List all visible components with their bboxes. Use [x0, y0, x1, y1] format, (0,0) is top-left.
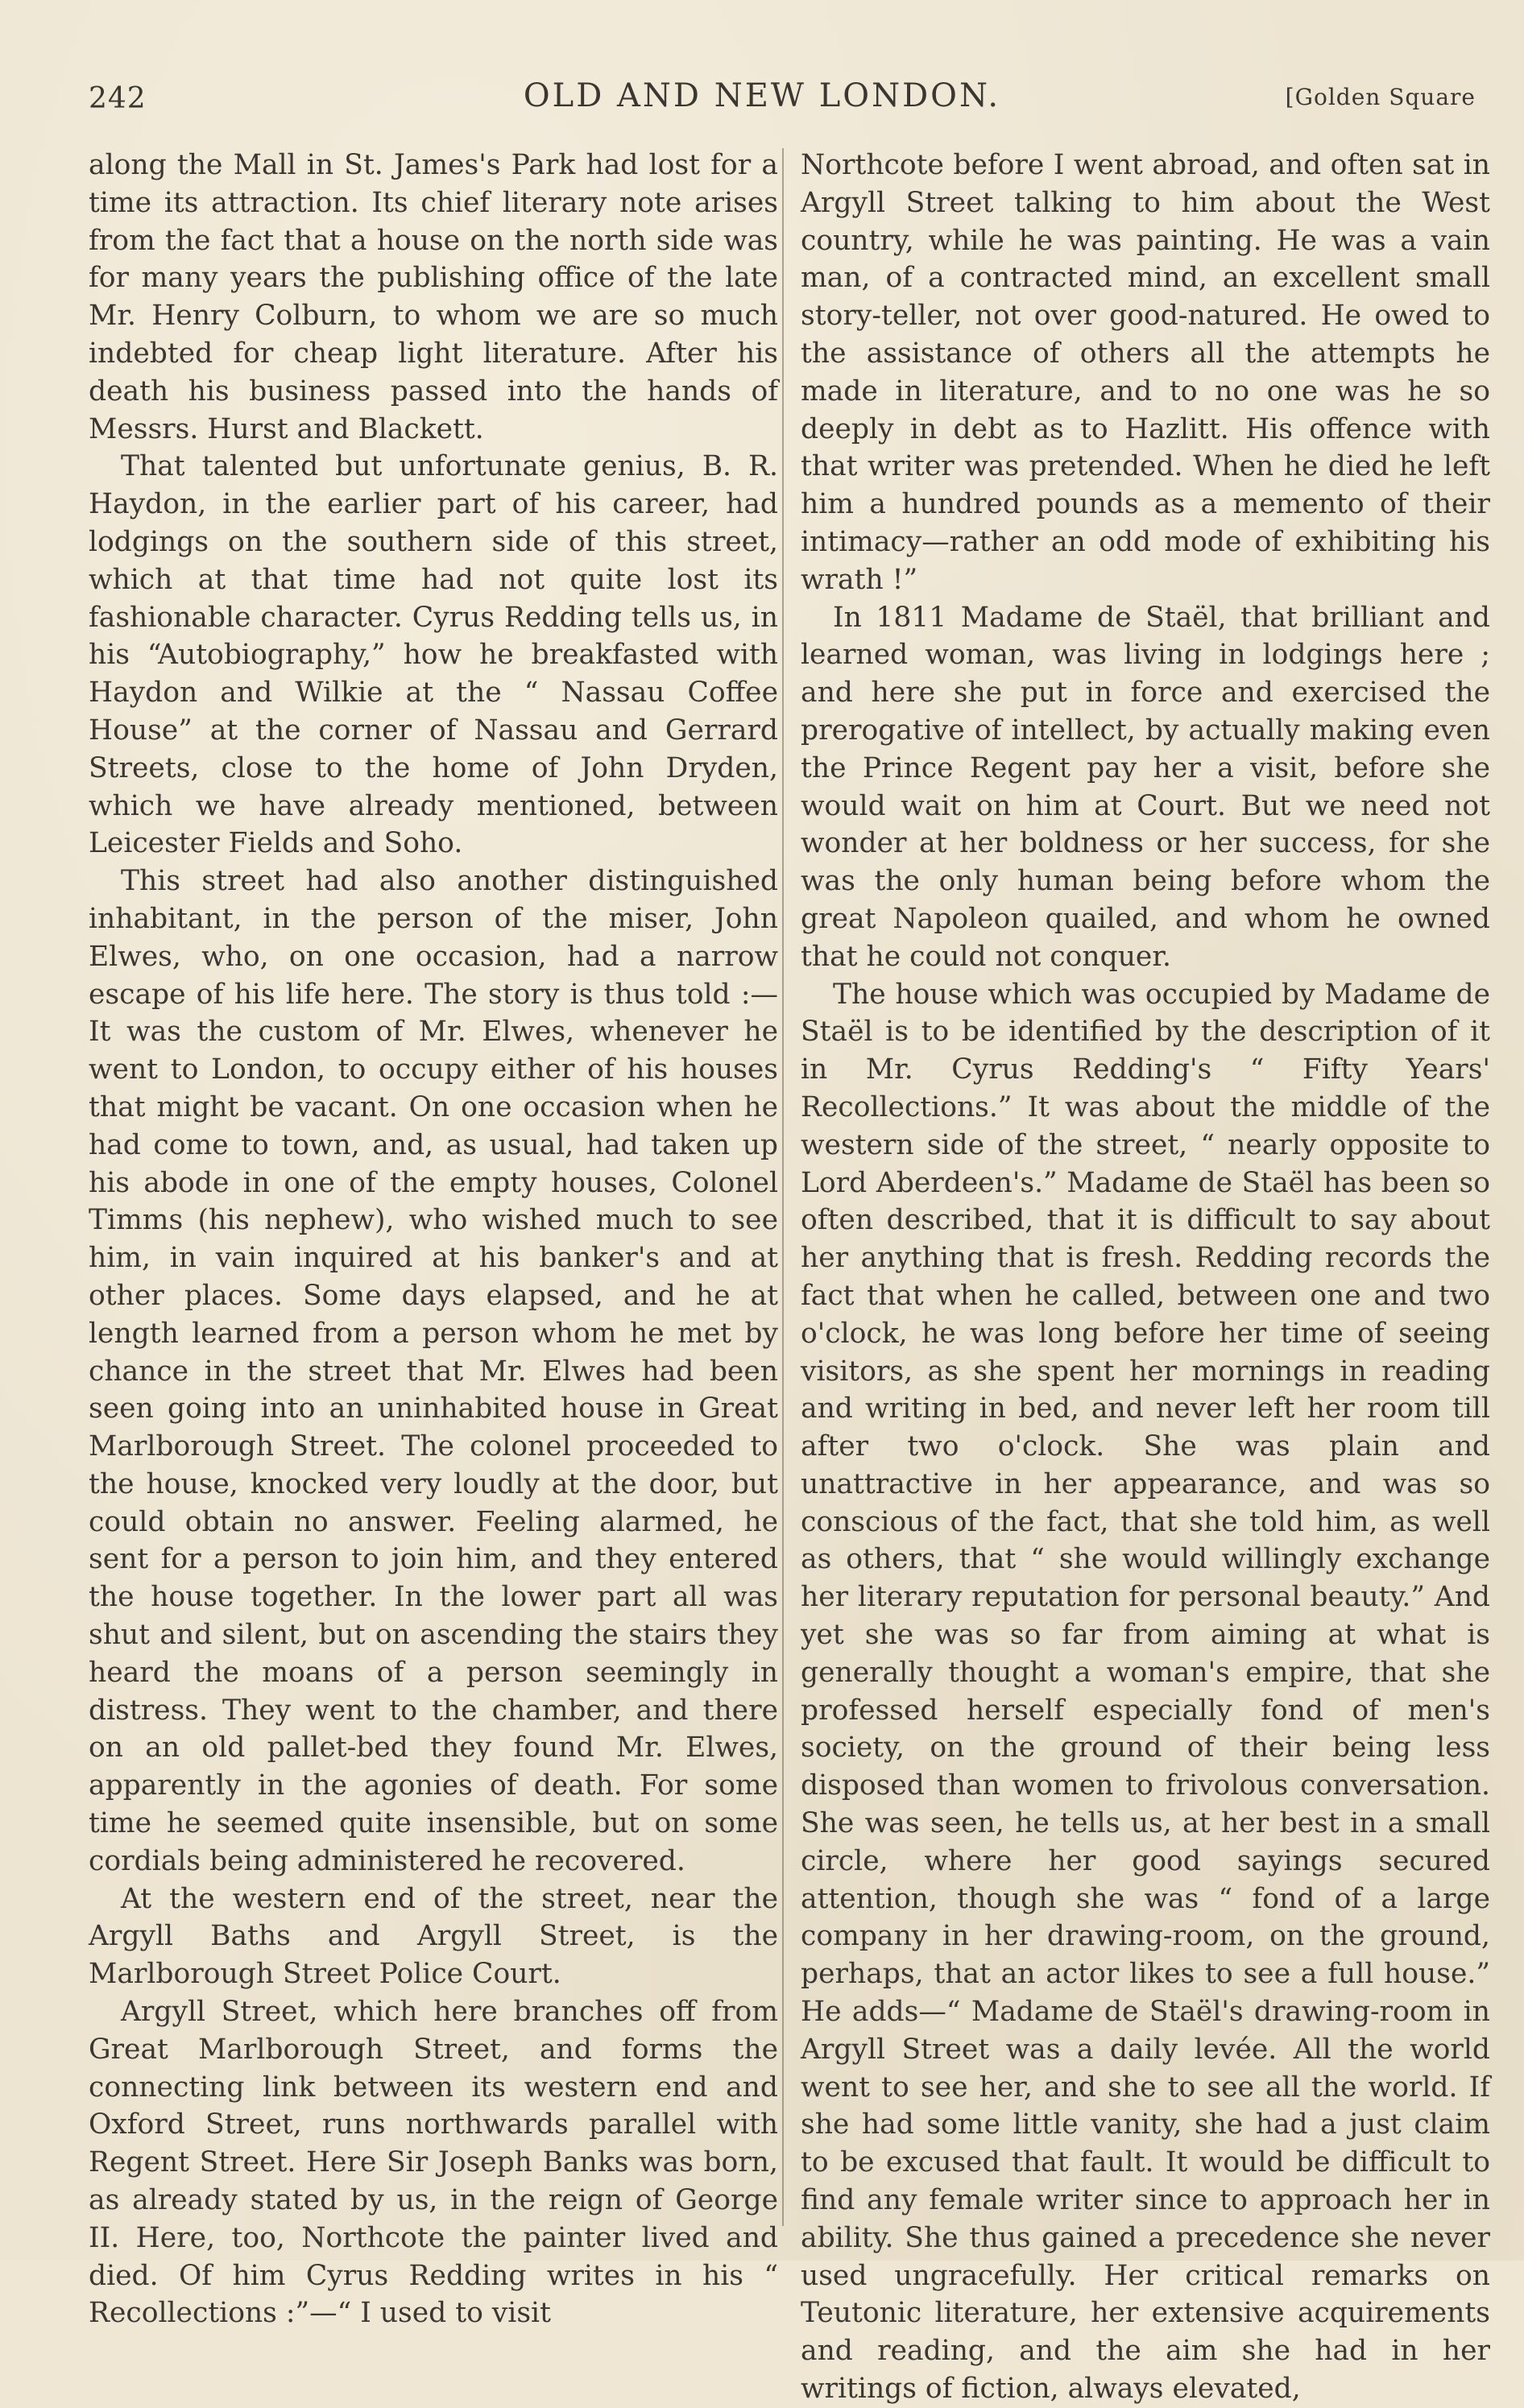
- paragraph: Argyll Street, which here branches off from Great Marlborough Street, and forms the connecting link between its western end and Oxford Street, runs northwards parallel with Regent Street. Here Sir Joseph Banks was born, as already stated by us, in the reign of George II. Here, too, Northcote the painter lived and died. Of him Cyrus Redding writes in his “ Recollections :”—“ I used to visit: [89, 1996, 778, 2330]
- paragraph: Northcote before I went abroad, and often sat in Argyll Street talking to him about the West country, while he was painting. He was a vain man, of a contracted mind, an excellent small story-teller, not over good-natured. He owed to the assistance of others all the attempts he made in literature, and to no one was he so deeply in debt as to Hazlitt. His offence with that writer was pretended. When he died he left him a hundred pounds as a memento of their intimacy—rather an odd mode of exhibiting his wrath !”: [801, 149, 1490, 596]
- page-number: 242: [89, 82, 147, 115]
- left-column: [89, 147, 778, 2330]
- paragraph: That talented but unfortunate genius, B. R. Haydon, in the earlier part of his career, had lodgings on the southern side of this street, which at that time had not quite lost its fashionable character. Cyrus Redding tells us, in his “Autobiography,” how he breakfasted with Haydon and Wilkie at the “ Nassau Coffee House” at the corner of Nassau and Gerrard Streets, close to the home of John Dryden, which we have already mentioned, between Leicester Fields and Soho.: [89, 450, 778, 860]
- right-column: [801, 147, 1490, 2406]
- paragraph: along the Mall in St. James's Park had lost for a time its attraction. Its chief literary note arises from the fact that a house on the north side was for many years the publishing office of the late Mr. Henry Colburn, to whom we are so much indebted for cheap light literature. After his death his business passed into the hands of Messrs. Hurst and Blackett.: [89, 149, 778, 445]
- column-divider: [782, 148, 784, 2226]
- paragraph: This street had also another distinguished inhabitant, in the person of the miser, John Elwes, who, on one occasion, had a narrow escape of his life here. The story is thus told :—It was the custom of Mr. Elwes, whenever he went to London, to occupy either of his houses that might be vacant. On one occasion when he had come to town, and, as usual, had taken up his abode in one of the empty houses, Colonel Timms (his nephew), who wished much to see him, in vain inquired at his banker's and at other places. Some days elapsed, and he at length learned from a person whom he met by chance in the street that Mr. Elwes had been seen going into an uninhabited house in Great Marlborough Street. The colonel proceeded to the house, knocked very loudly at the door, but could obtain no answer. Feeling alarmed, he sent for a person to join him, and they entered the house together. In the lower part all was shut and silent, but on ascending the stairs they heard the moans of a person seemingly in distress. They went to the chamber, and there on an old pallet-bed they found Mr. Elwes, apparently in the agonies of death. For some time he seemed quite insensible, but on some cordials being administered he recovered.: [89, 865, 778, 1877]
- paragraph: At the western end of the street, near the Argyll Baths and Argyll Street, is the Marlborough Street Police Court.: [89, 1882, 778, 1991]
- page-header: [0, 77, 1524, 126]
- running-title: OLD AND NEW LONDON.: [523, 77, 1001, 114]
- paragraph: In 1811 Madame de Staël, that brilliant and learned woman, was living in lodgings here ; and here she put in force and exercised the prerogative of intellect, by actually making even the Prince Regent pay her a visit, before she would wait on him at Court. But we need not wonder at her boldness or her success, for she was the only human being before whom the great Napoleon quailed, and whom he owned that he could not conquer.: [801, 601, 1490, 973]
- section-label: [Golden Square: [1285, 84, 1476, 110]
- paragraph: The house which was occupied by Madame de Staël is to be identified by the description of it in Mr. Cyrus Redding's “ Fifty Years' Recollections.” It was about the middle of the western side of the street, “ nearly opposite to Lord Aberdeen's.” Madame de Staël has been so often described, that it is difficult to say about her anything that is fresh. Redding records the fact that when he called, between one and two o'clock, he was long before her time of seeing visitors, as she spent her mornings in reading and writing in bed, and never left her room till after two o'clock. She was plain and unattractive in her appearance, and was so conscious of the fact, that she told him, as well as others, that “ she would willingly exchange her literary reputation for personal beauty.” And yet she was so far from aiming at what is generally thought a woman's empire, that she professed herself especially fond of men's society, on the ground of their being less disposed than women to frivolous conversation. She was seen, he tells us, at her best in a small circle, where her good sayings secured attention, though she was “ fond of a large company in her drawing-room, on the ground, perhaps, that an actor likes to see a full house.” He adds—“ Madame de Staël's drawing-room in Argyll Street was a daily levée. All the world went to see her, and she to see all the world. If she had some little vanity, she had a just claim to be excused that fault. It would be difficult to find any female writer since to approach her in ability. She thus gained a precedence she never used ungracefully. Her critical remarks on Teutonic literature, her extensive acquirements and reading, and the aim she had in her writings of fiction, always elevated,: [801, 978, 1490, 2406]
